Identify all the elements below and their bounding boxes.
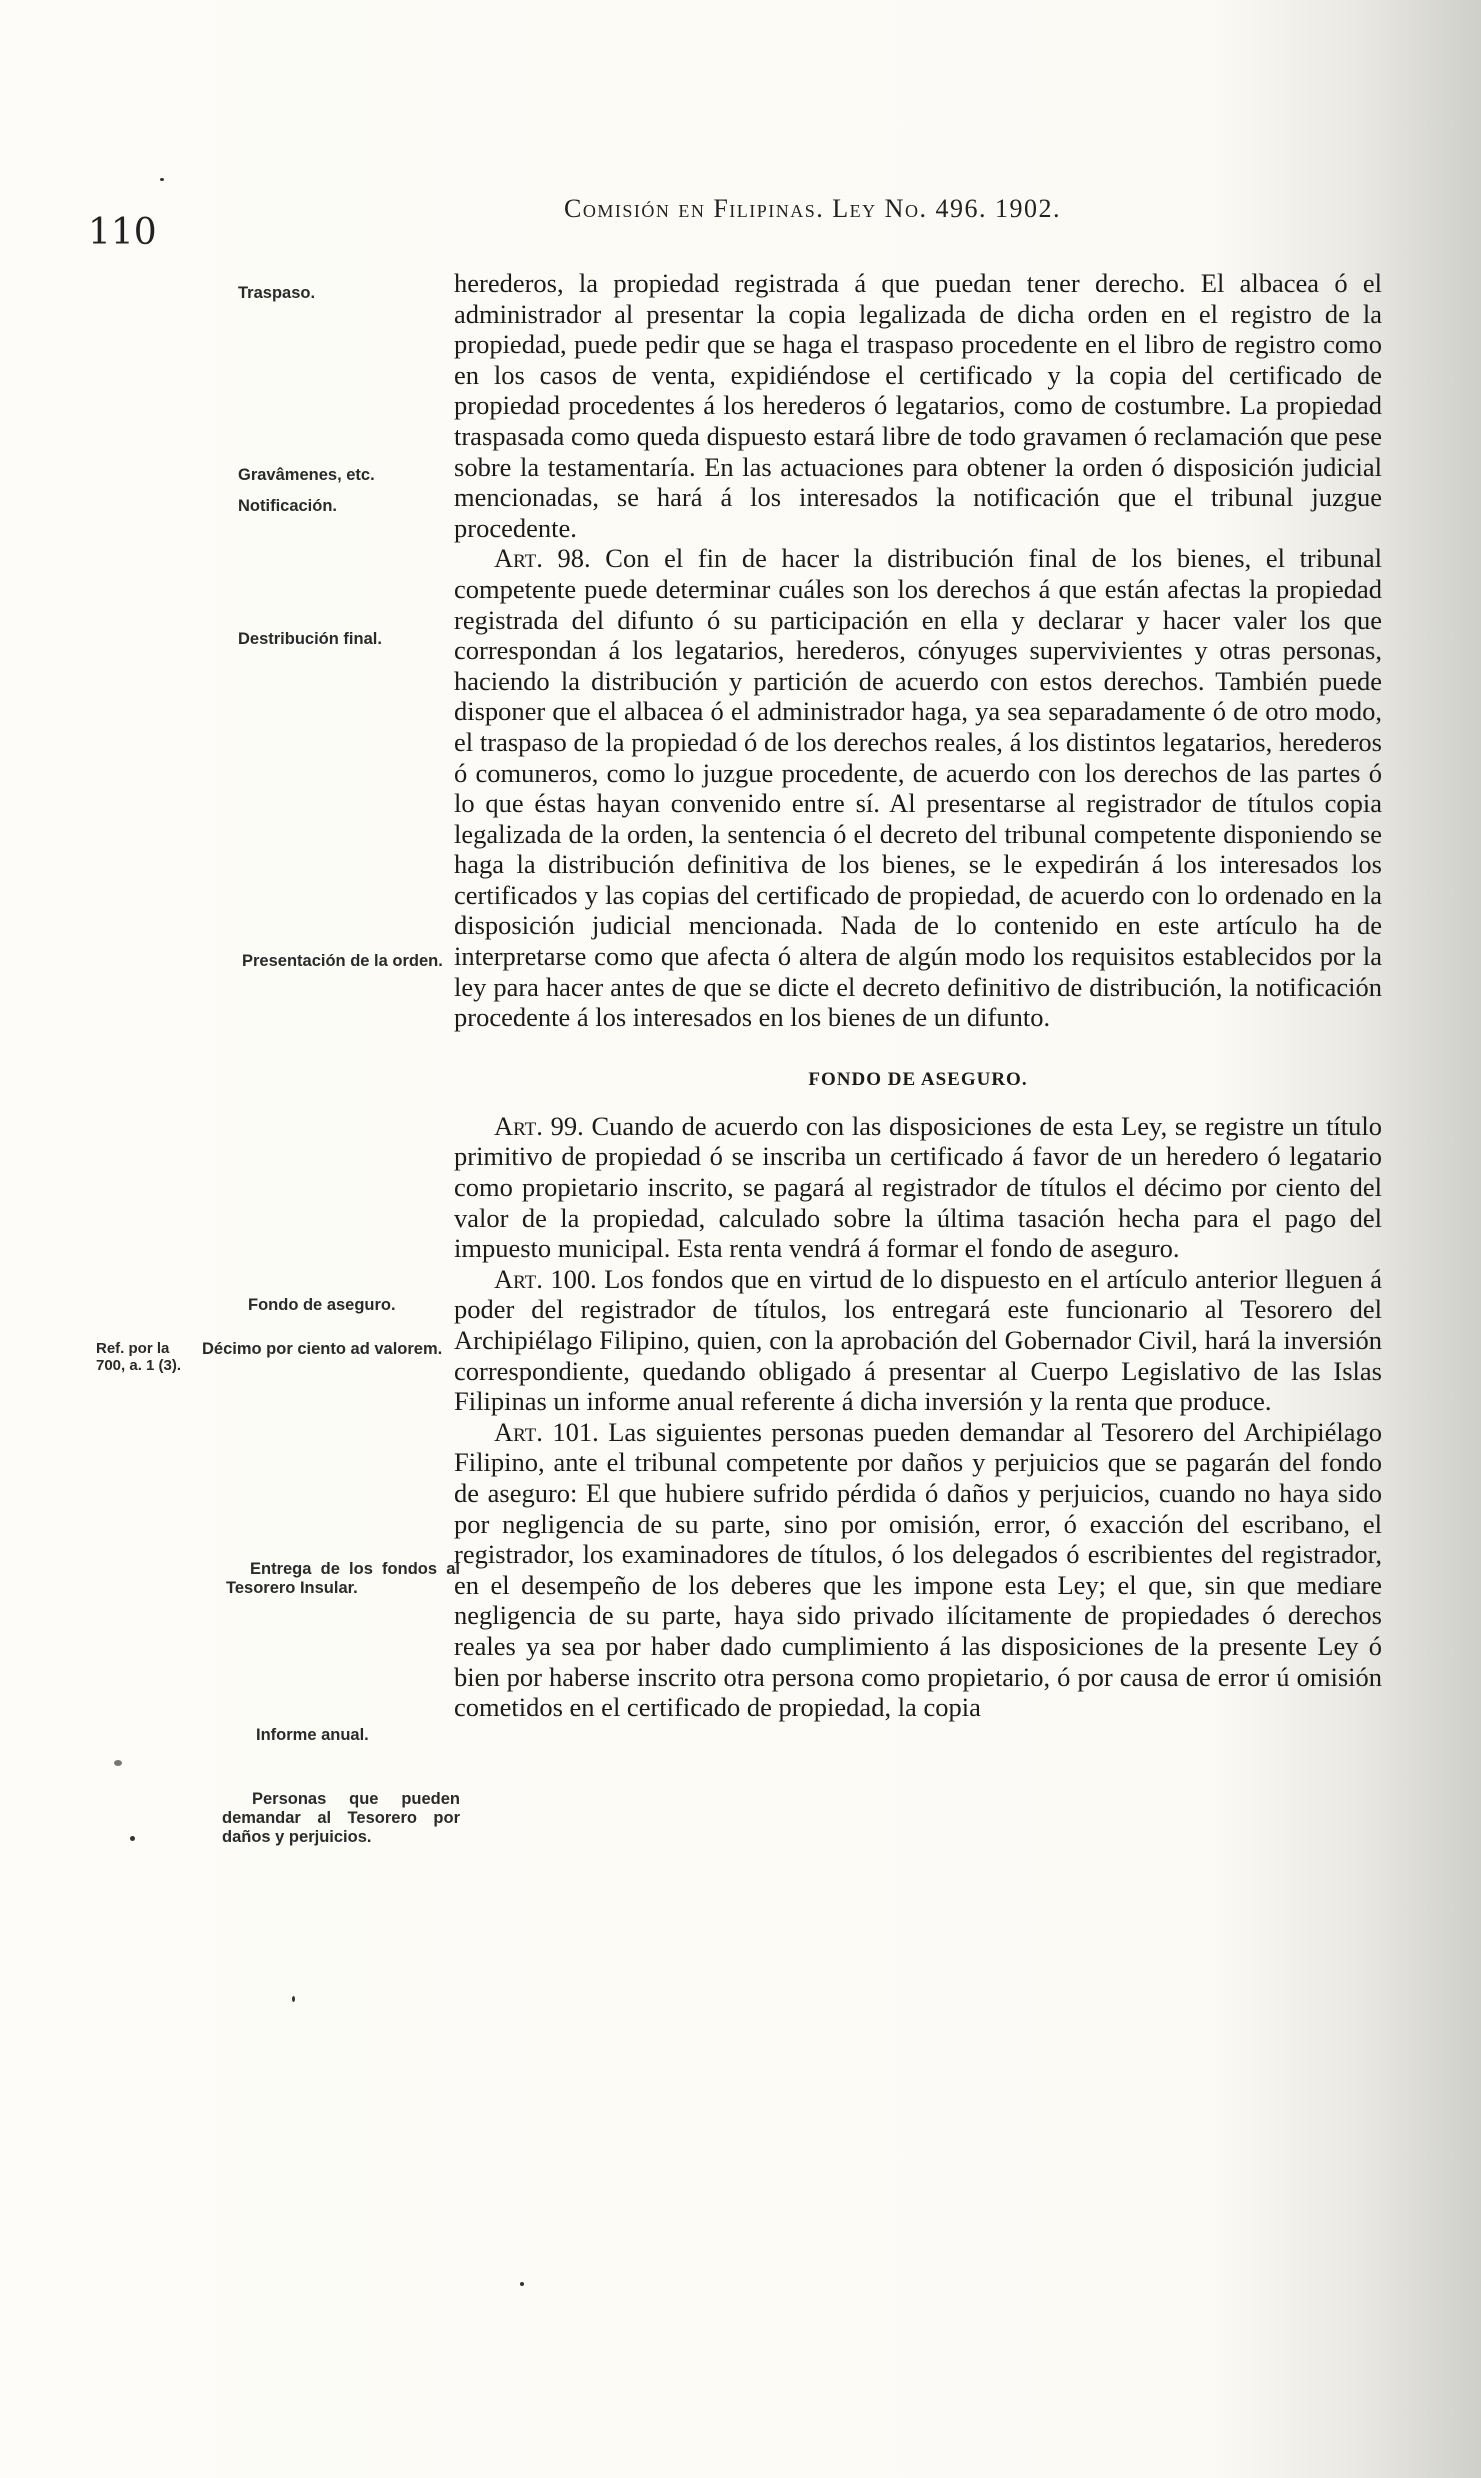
paragraph-continuation: herederos, la propiedad registrada á que puedan tener derecho. El albacea ó el administrador al presentar la copia legalizada de dicha orden en el registro de la propiedad, puede pedir que se haga el traspaso procedente en el libro de registro como en los casos de venta, expidiéndose el certificado y la copia del certificado de propiedad procedentes á los herederos ó legatarios, como de costumbre. La propiedad traspasada como queda dispuesto estará libre de todo gravamen ó reclamación que pese sobre la testamentaría. En las actuaciones para obtener la orden ó disposición judicial mencionadas, se hará á los interesados la notificación que el tribunal juzgue procedente. (454, 268, 1382, 543)
sidenote-personas: Personas que pueden demandar al Tesorero por daños y perjuicios. (222, 1790, 460, 1846)
article-99 (454, 1111, 1382, 1264)
print-speck (130, 1836, 135, 1841)
sidenote-distribucion: Destribución final. (238, 630, 382, 648)
sidenote-informe: Informe anual. (256, 1726, 369, 1744)
article-98-text: Con el fin de hacer la distribución final de los bienes, el tribunal competente puede determinar cuáles son los derechos á que están afectas la propiedad registrada del difunto ó su participación en ella y declarar y hacer valer los que correspondan á los legatarios, herederos, cónyuges supervivientes y otras personas, haciendo la distribución y partición de acuerdo con estos derechos. También puede disponer que el albacea ó el administrador haga, ya sea separadamente ó de otro modo, el traspaso de la propiedad ó de los derechos reales, á los distintos legatarios, herederos ó comuneros, como lo juzgue procedente, de acuerdo con los derechos de las partes ó lo que éstas hayan convenido entre sí. Al presentarse al registrador de títulos copia legalizada de la orden, la sentencia ó el decreto del tribunal competente disponiendo se haga la distribución definitiva de los bienes, se le expedirán á los interesados los certificados y las copias del certificado de propiedad, de acuerdo con lo ordenado en la disposición judicial mencionada. Nada de lo contenido en este artículo ha de interpretarse como que afecta ó altera de algún modo los requisitos establecidos por la ley para hacer antes de que se dicte el decreto definitivo de distribución, la notificación procedente á los interesados en los bienes de un difunto. (454, 543, 1382, 1033)
article-99-text: Cuando de acuerdo con las disposiciones de esta Ley, se registre un título primitivo de propiedad ó se inscriba un certificado á favor de un heredero ó legatario como propietario inscrito, se pagará al registrador de títulos el décimo por ciento del valor de la propiedad, calculado sobre la última tasación hecha para el pago del impuesto municipal. Esta renta vendrá á formar el fondo de aseguro. (454, 1110, 1383, 1264)
print-speck (160, 178, 164, 181)
body-text (454, 268, 1382, 1723)
page-number: 110 (88, 212, 157, 253)
article-101-text: Las siguientes personas pueden demandar al Tesorero del Archipiélago Filipino, ante el tribunal competente por daños y perjuicios que se pagarán del fondo de aseguro: El que hubiere sufrido pérdida ó daños y perjuicios, cuando no haya sido por negligencia de su parte, sino por omisión, error, ó exacción del escribano, el registrador, los examinadores de títulos, ó los delegados ó escribientes del registrador, en el desempeño de los deberes que les impone esta Ley; el que, sin que mediare negligencia de su parte, haya sido privado ilícitamente de propiedades ó derechos reales ya sea por haber dado cumplimiento á las disposiciones de la presente Ley ó bien por haberse inscrito otra persona como propietario, ó por causa de error ú omisión cometidos en el certificado de propiedad, la copia (454, 1416, 1382, 1723)
print-speck (292, 1996, 295, 2002)
article-98 (454, 543, 1382, 1033)
sidenote-entrega: Entrega de los fondos al Tesorero Insular. (226, 1560, 460, 1597)
article-101-label: Art. 101. (494, 1416, 599, 1447)
article-101 (454, 1417, 1382, 1723)
sidenote-presentacion: Presentación de la orden. (242, 952, 443, 970)
article-100 (454, 1264, 1382, 1417)
sidenote-ref: Ref. por la 700, a. 1 (3). (96, 1340, 182, 1374)
article-98-label: Art. 98. (494, 543, 591, 574)
article-100-label: Art. 100. (494, 1263, 597, 1294)
print-speck (520, 2282, 524, 2286)
sidenote-notificacion: Notificación. (238, 497, 338, 515)
article-100-text: Los fondos que en virtud de lo dispuesto en el artículo anterior lleguen á poder del registrador de títulos, los entregará este funcionario al Tesorero del Archipiélago Filipino, quien, con la aprobación del Gobernador Civil, hará la inversión correspondiente, quedando obligado á presentar al Cuerpo Legislativo de las Islas Filipinas un informe anual referente á dicha inversión y la renta que produce. (454, 1263, 1382, 1417)
sidenote-traspaso: Traspaso. (238, 284, 316, 302)
article-99-label: Art. 99. (494, 1110, 584, 1141)
sidenote-gravamenes: Gravâmenes, etc. (238, 466, 375, 484)
sidenote-decimo: Décimo por ciento ad valorem. (202, 1340, 443, 1358)
print-speck (114, 1760, 122, 1766)
margin-notes (0, 0, 470, 2478)
sidenote-fondo: Fondo de aseguro. (248, 1296, 396, 1314)
section-title: FONDO DE ASEGURO. (808, 1068, 1028, 1090)
running-head: Comisión en Filipinas. Ley No. 496. 1902. (564, 194, 1061, 223)
